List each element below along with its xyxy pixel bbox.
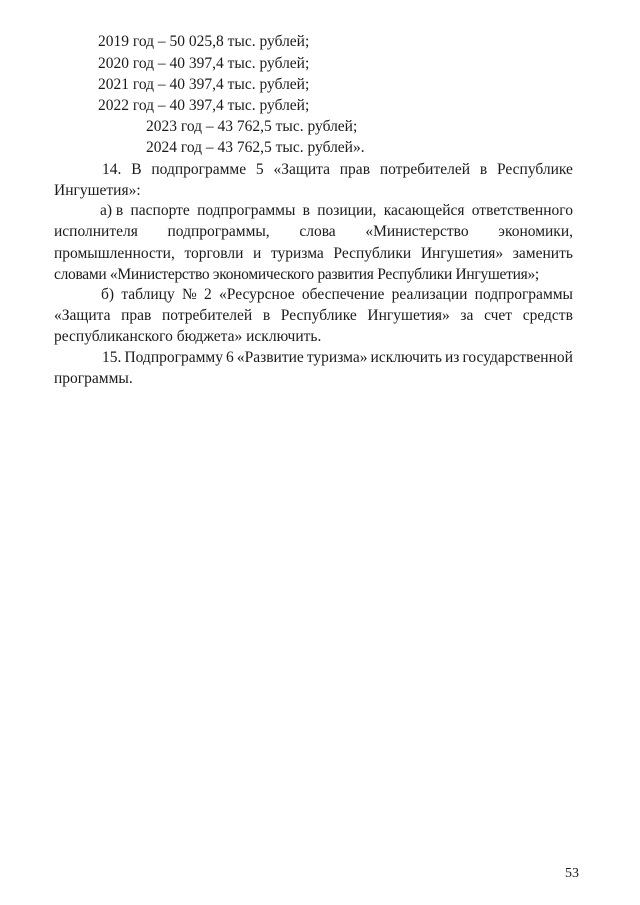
word: Ингушетия» (367, 307, 450, 324)
word: а) в (100, 202, 124, 219)
word: Ингушетия» (420, 245, 504, 262)
budget-line-2023: 2023 год – 43 762,5 тыс. рублей; (146, 118, 358, 135)
budget-line-2019: 2019 год – 50 025,8 тыс. рублей; (98, 33, 310, 50)
word: экономики, (498, 223, 573, 240)
item-14-line-1 (102, 160, 573, 180)
word: счет (484, 307, 513, 324)
item-b-line-3: республиканского бюджета» исключить. (54, 328, 322, 345)
word: прав (339, 161, 371, 178)
word: Республике (496, 161, 573, 178)
word: 5 (255, 161, 264, 178)
word: исполнителя (54, 223, 138, 240)
word: подпрограммы (197, 202, 296, 219)
word: средств (522, 307, 573, 324)
word: торговли (184, 245, 244, 262)
word: туризма (270, 245, 324, 262)
word: Республики (333, 245, 412, 262)
word: обеспечение (301, 286, 385, 303)
word: таблицу (121, 286, 175, 303)
word: Подпрограмму (124, 349, 223, 366)
word: позиции, (317, 202, 377, 219)
word: в (262, 307, 271, 324)
word: касающейся (383, 202, 465, 219)
word: В (131, 161, 142, 178)
word: в (479, 161, 488, 178)
word: потребителей (379, 161, 471, 178)
word: 14. (102, 161, 122, 178)
page-number: 53 (565, 866, 579, 881)
word: туризма» (306, 349, 368, 366)
item-b-line-2 (54, 306, 573, 326)
item-a-line-4: словами «Министерство экономического развития Республики Ингушетия»; (54, 266, 539, 283)
word: «Защита (273, 161, 330, 178)
word: из (444, 349, 460, 366)
item-15-line-1 (102, 348, 573, 368)
budget-line-2022: 2022 год – 40 397,4 тыс. рублей; (98, 97, 310, 114)
word: подпрограмме (151, 161, 247, 178)
word: промышленности, (54, 245, 175, 262)
word: 15. (102, 349, 122, 366)
word: 6 (226, 349, 234, 366)
budget-line-2021: 2021 год – 40 397,4 тыс. рублей; (98, 76, 310, 93)
word: заменить (512, 245, 573, 262)
item-a-line-1 (100, 201, 573, 221)
word: «Ресурсное (219, 286, 295, 303)
word: «Развитие (236, 349, 304, 366)
word: паспорте (130, 202, 190, 219)
item-14-line-2: Ингушетия»: (54, 182, 141, 199)
word: № (181, 286, 197, 303)
word: ответственного (471, 202, 573, 219)
word: подпрограммы (474, 286, 573, 303)
word: «Министерство (365, 223, 469, 240)
word: исключить (370, 349, 442, 366)
word: б) (101, 286, 115, 303)
word: за (460, 307, 474, 324)
word: Республике (280, 307, 357, 324)
item-15-line-2: программы. (54, 370, 133, 387)
word: «Защита (54, 307, 111, 324)
word: потребителей (162, 307, 253, 324)
word: в (302, 202, 310, 219)
word: государственной (462, 349, 573, 366)
word: прав (121, 307, 152, 324)
item-b-line-1 (101, 285, 573, 305)
word: подпрограммы, (167, 223, 270, 240)
word: слова (299, 223, 336, 240)
budget-line-2020: 2020 год – 40 397,4 тыс. рублей; (98, 55, 310, 72)
item-a-line-2 (54, 222, 573, 242)
word: и (253, 245, 262, 262)
word: реализации (391, 286, 468, 303)
word: 2 (204, 286, 212, 303)
item-a-line-3 (54, 244, 573, 264)
budget-line-2024: 2024 год – 43 762,5 тыс. рублей». (146, 139, 365, 156)
